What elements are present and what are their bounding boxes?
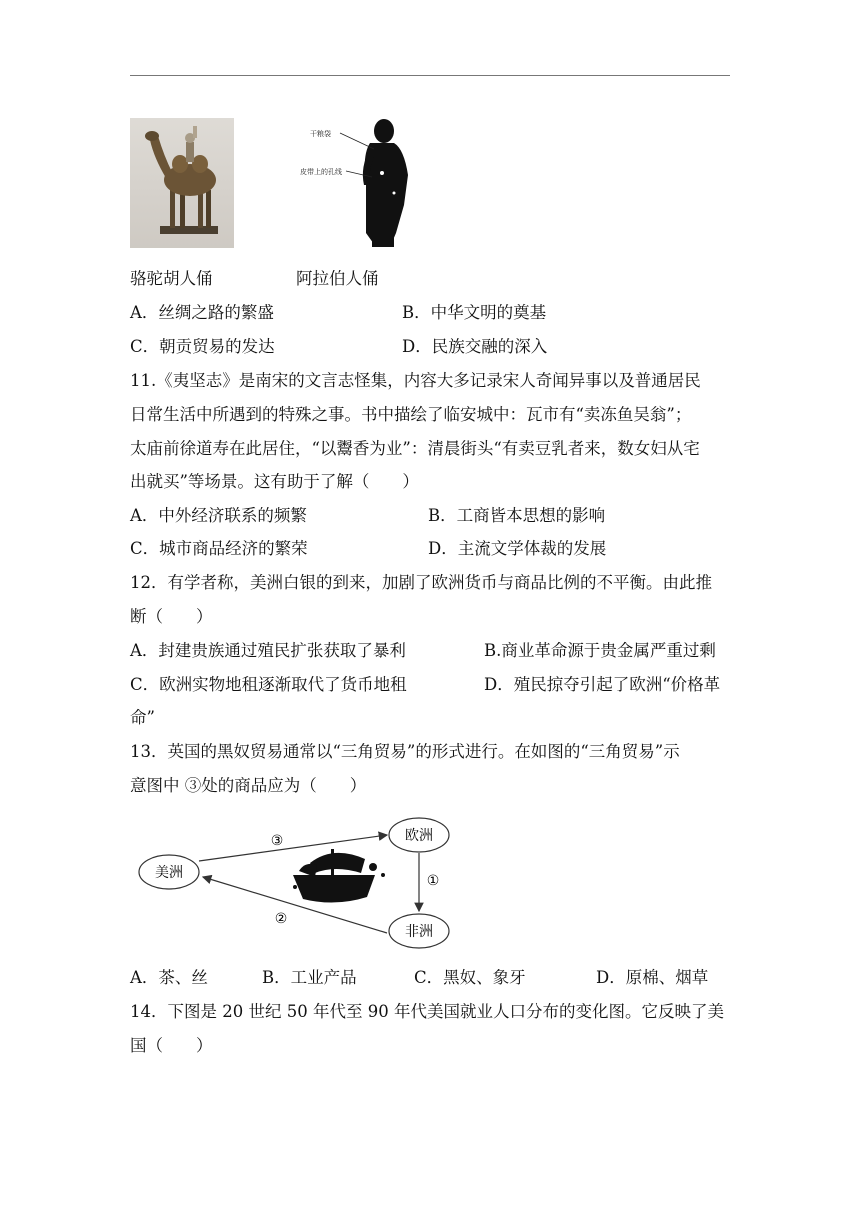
arab-figurine-image	[300, 115, 420, 253]
node-europe: 欧洲	[405, 828, 433, 844]
header-rule	[130, 75, 730, 76]
q11-line-2: 日常生活中所遇到的特殊之事。书中描绘了临安城中：瓦市有“卖冻鱼吴翁”；	[130, 405, 692, 424]
q12-line-1: 12．有学者称，美洲白银的到来，加剧了欧洲货币与商品比例的不平衡。由此推	[130, 573, 712, 592]
q12-option-d: D．殖民掠夺引起了欧洲“价格革	[484, 675, 721, 694]
q10-option-a: A．丝绸之路的繁盛	[130, 303, 274, 322]
route-label-3: ③	[270, 833, 284, 849]
q11-line-4: 出就买”等场景。这有助于了解（ ）	[130, 472, 419, 491]
node-americas: 美洲	[155, 865, 183, 881]
q11-option-b: B．工商皆本思想的影响	[428, 506, 606, 525]
q12-option-b: B.商业革命源于贵金属严重过剩	[484, 641, 716, 660]
q10-option-d: D．民族交融的深入	[402, 337, 548, 356]
q13-line-1: 13．英国的黑奴贸易通常以“三角贸易”的形式进行。在如图的“三角贸易”示	[130, 742, 680, 761]
q12-option-c: C．欧洲实物地租逐渐取代了货币地租	[130, 675, 407, 694]
route-label-1: ①	[426, 873, 440, 889]
q11-line-1: 11.《夷坚志》是南宋的文言志怪集，内容大多记录宋人奇闻异事以及普通居民	[130, 371, 701, 390]
triangular-trade-diagram	[135, 815, 455, 950]
q11-option-a: A．中外经济联系的频繁	[130, 506, 307, 525]
q13-line-2: 意图中 ③处的商品应为（ ）	[130, 776, 367, 795]
q13-option-b: B．工业产品	[262, 968, 357, 987]
node-africa: 非洲	[405, 924, 433, 940]
camel-caption: 骆驼胡人俑	[130, 269, 213, 288]
q14-line-1: 14．下图是 20 世纪 50 年代至 90 年代美国就业人口分布的变化图。它反映了美	[130, 1002, 724, 1021]
q11-option-c: C．城市商品经济的繁荣	[130, 539, 308, 558]
q12-line-2: 断（ ）	[130, 607, 213, 626]
camel-figurine-image	[130, 118, 234, 248]
q12-option-d-cont: 命”	[130, 708, 155, 727]
arab-caption: 阿拉伯人俑	[296, 269, 379, 288]
q10-option-c: C．朝贡贸易的发达	[130, 337, 275, 356]
q11-line-3: 太庙前徐道寿在此居住，“以鬻香为业”：清晨街头“有卖豆乳者来，数女妇从宅	[130, 439, 700, 458]
q10-option-b: B．中华文明的奠基	[402, 303, 547, 322]
q13-option-d: D．原棉、烟草	[596, 968, 709, 987]
arab-label-belt: 皮带上的孔线	[300, 168, 342, 176]
arab-label-bag: 干粮袋	[310, 130, 331, 138]
route-label-2: ②	[274, 911, 288, 927]
q13-option-a: A．茶、丝	[130, 968, 208, 987]
q13-option-c: C．黑奴、象牙	[414, 968, 526, 987]
q14-line-2: 国（ ）	[130, 1036, 213, 1055]
q12-option-a: A．封建贵族通过殖民扩张获取了暴利	[130, 641, 406, 660]
q11-option-d: D．主流文学体裁的发展	[428, 539, 607, 558]
